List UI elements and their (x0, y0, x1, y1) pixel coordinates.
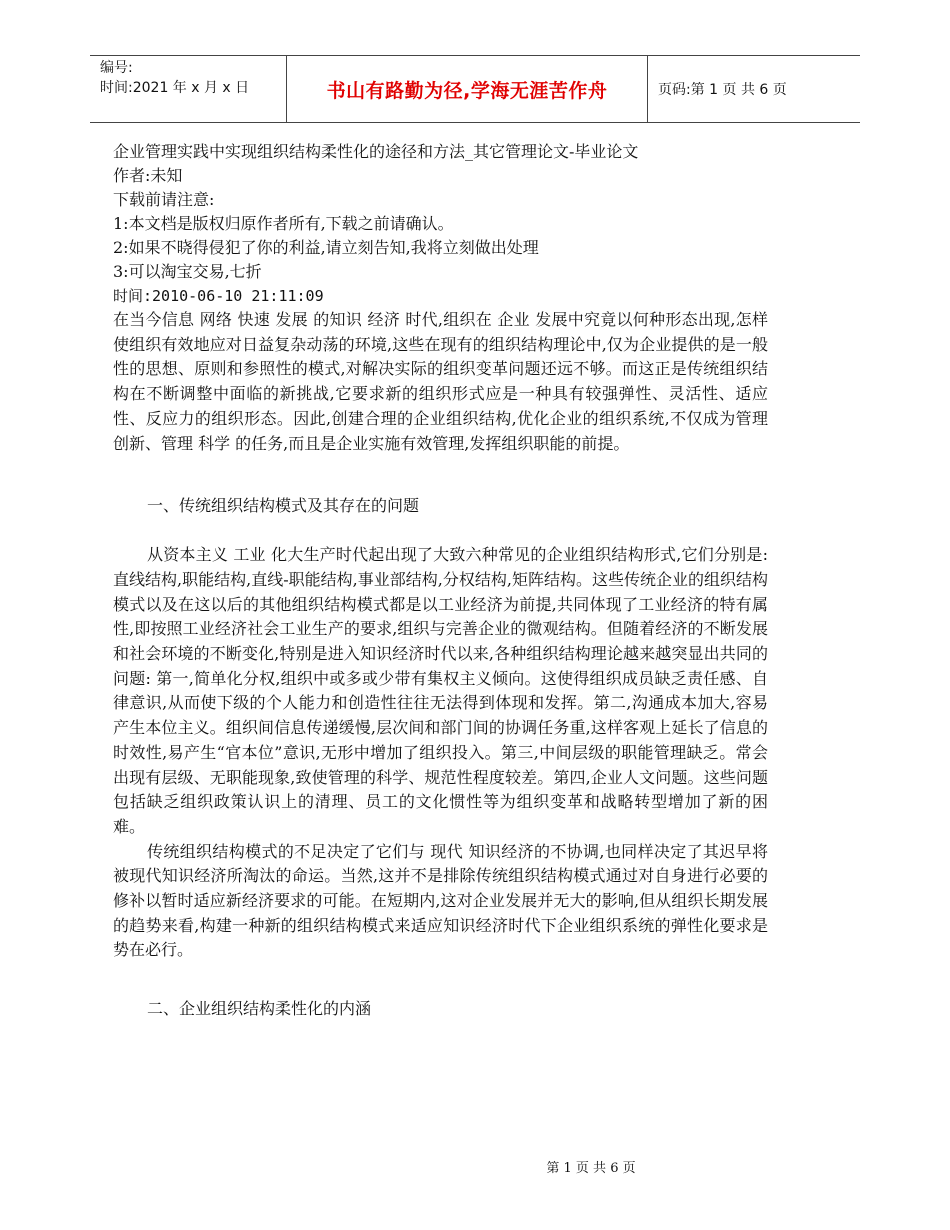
intro-paragraph: 在当今信息 网络 快速 发展 的知识 经济 时代,组织在 企业 发展中究竟以何种形态出现,怎样使组织有效地应对日益复杂动荡的环境,这些在现有的组织结构理论中,仅为企业提供的是一般性的思想、原则和参照性的模式,对解决实际的组织变革问题还远不够。而这正是传统组织结构在不断调整中面临的新挑战,它要求新的组织形式应是一种具有较强弹性、灵活性、适应性、反应力的组织形态。因此,创建合理的企业组织结构,优化企业的组织系统,不仅成为管理创新、管理 科学 的任务,而且是企业实施有效管理,发挥组织职能的前提。 (113, 310, 768, 453)
page-header (90, 55, 860, 123)
page-footer: 第 1 页 共 6 页 (546, 1161, 636, 1176)
doc-number-label: 编号: (100, 60, 133, 76)
doc-title: 企业管理实践中实现组织结构柔性化的途径和方法_其它管理论文-毕业论文 (113, 142, 639, 161)
doc-time: 时间:2010-06-10 21:11:09 (113, 287, 324, 305)
section1-paragraph-2: 传统组织结构模式的不足决定了它们与 现代 知识经济的不协调,也同样决定了其迟早将被现代知识经济所淘汰的命运。当然,这并不是排除传统组织结构模式通过对自身进行必要的修补以暂时适应新经济要求的可能。在短期内,这对企业发展并无大的影响,但从组织长期发展的趋势来看,构建一种新的组织结构模式来适应知识经济时代下企业组织系统的弹性化要求是势在必行。 (113, 841, 768, 960)
section1-paragraph-1: 从资本主义 工业 化大生产时代起出现了大致六种常见的企业组织结构形式,它们分别是:直线结构,职能结构,直线-职能结构,事业部结构,分权结构,矩阵结构。这些传统企业的组织结构模式以及在这以后的其他组织结构模式都是以工业经济为前提,共同体现了工业经济的特有属性,即按照工业经济社会工业生产的要求,组织与完善企业的微观结构。但随着经济的不断发展和社会环境的不断变化,特别是进入知识经济时代以来,各种组织结构理论越来越突显出共同的问题: 第一,简单化分权,组织中或多或少带有集权主义倾向。这使得组织成员缺乏责任感、自律意识,从而使下级的个人能力和创造性往往无法得到体现和发挥。第二,沟通成本加大,容易产生本位主义。组织间信息传递缓慢,层次间和部门间的协调任务重,这样客观上延长了信息的时效性,易产生“官本位”意识,无形中增加了组织投入。第三,中间层级的职能管理缺乏。常会出现有层级、无职能现象,致使管理的科学、规范性程度较差。第四,企业人文问题。这些问题包括缺乏组织政策认识上的清理、员工的文化惯性等为组织变革和战略转型增加了新的困难。 (113, 545, 768, 836)
doc-author: 作者:未知 (113, 166, 183, 185)
header-date: 时间:2021 年 x 月 x 日 (100, 80, 250, 96)
header-motto: 书山有路勤为径,学海无涯苦作舟 (286, 56, 648, 122)
section1-heading: 一、传统组织结构模式及其存在的问题 (147, 496, 420, 516)
section2-heading: 二、企业组织结构柔性化的内涵 (147, 999, 372, 1019)
notice-title: 下载前请注意: (113, 190, 215, 209)
notice-item-1: 1:本文档是版权归原作者所有,下载之前请确认。 (113, 214, 454, 233)
notice-item-3: 3:可以淘宝交易,七折 (113, 262, 262, 281)
header-meta (90, 56, 286, 122)
notice-item-2: 2:如果不晓得侵犯了你的利益,请立刻告知,我将立刻做出处理 (113, 238, 539, 257)
document-body (113, 140, 768, 1021)
header-page-info: 页码:第 1 页 共 6 页 (658, 82, 787, 98)
